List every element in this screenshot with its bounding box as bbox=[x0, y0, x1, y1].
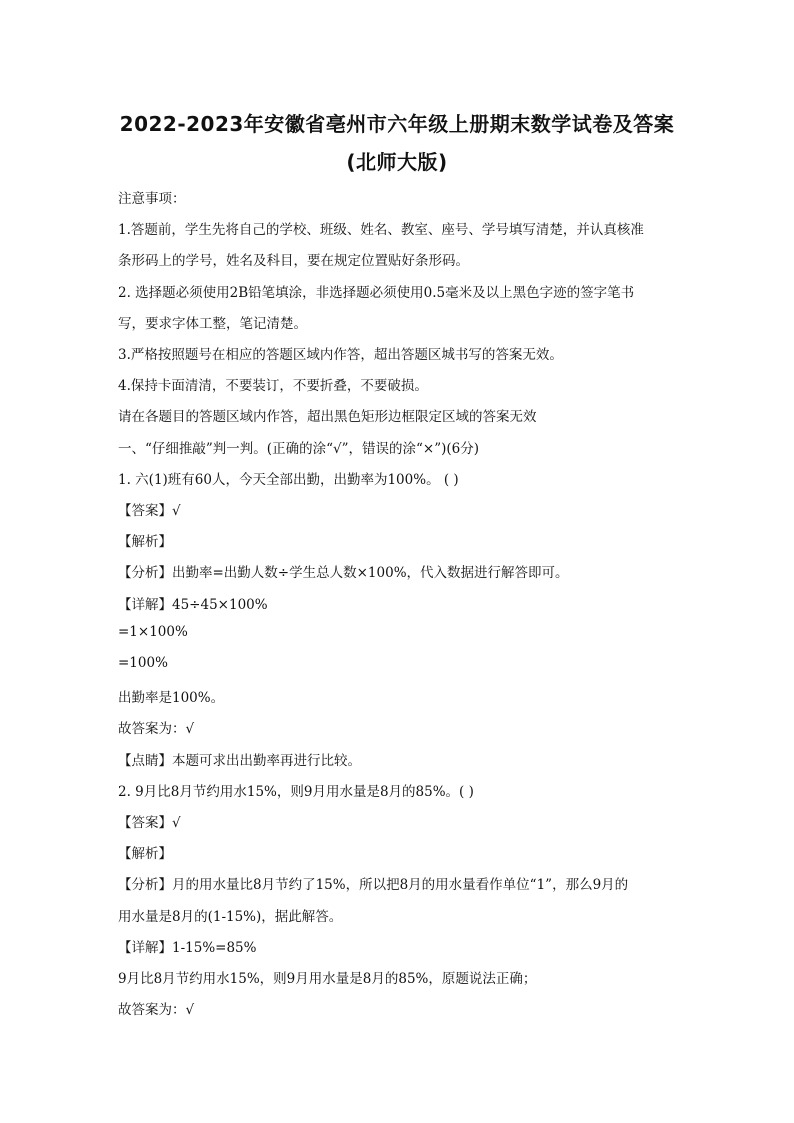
note-4: 4.保持卡面清清，不要装订，不要折叠，不要破损。 bbox=[118, 378, 428, 394]
note-2-line-1: 2. 选择题必须使用2B铅笔填涂，非选择题必须使用0.5毫米及以上黑色字迹的签字笔书 bbox=[118, 285, 635, 301]
question-1-final: 故答案为：√ bbox=[118, 721, 195, 737]
question-1-xiangjie: 【详解】45÷45×100% bbox=[118, 597, 268, 613]
note-1-line-2: 条形码上的学号，姓名及科目，要在规定位置贴好条形码。 bbox=[118, 253, 469, 269]
question-1: 1. 六(1)班有60人，今天全部出勤，出勤率为100%。 ( ) bbox=[118, 472, 459, 488]
question-2-fenxi-line-1: 【分析】月的用水量比8月节约了15%，所以把8月的用水量看作单位“1”，那么9月的 bbox=[118, 877, 629, 893]
question-1-answer: 【答案】√ bbox=[118, 503, 181, 519]
document-title: 2022-2023年安徽省亳州市六年级上册期末数学试卷及答案 bbox=[119, 112, 675, 136]
question-1-analysis-label: 【解析】 bbox=[118, 534, 172, 550]
question-2-answer: 【答案】√ bbox=[118, 815, 181, 831]
document-subtitle: (北师大版) bbox=[346, 150, 448, 174]
section-1-heading: 一、“仔细推敲”判一判。(正确的涂“√”，错误的涂“×”)(6分) bbox=[118, 441, 479, 457]
note-2-line-2: 写，要求字体工整，笔记清楚。 bbox=[118, 316, 307, 332]
notes-heading: 注意事项： bbox=[118, 191, 186, 207]
question-1-step-2: =100% bbox=[118, 655, 168, 671]
question-1-dianjing: 【点睛】本题可求出出勤率再进行比较。 bbox=[118, 753, 361, 769]
question-2-analysis-label: 【解析】 bbox=[118, 846, 172, 862]
question-1-fenxi: 【分析】出勤率=出勤人数÷学生总人数×100%，代入数据进行解答即可。 bbox=[118, 565, 569, 581]
question-2-fenxi-line-2: 用水量是8月的(1-15%)，据此解答。 bbox=[118, 909, 343, 925]
note-3: 3.严格按照题号在相应的答题区域内作答，超出答题区城书写的答案无效。 bbox=[118, 347, 563, 363]
note-1-line-1: 1.答题前，学生先将自己的学校、班级、姓名、教室、座号、学号填写清楚，并认真核准 bbox=[118, 222, 644, 238]
question-2-conclusion: 9月比8月节约用水15%，则9月用水量是8月的85%，原题说法正确； bbox=[118, 971, 537, 987]
question-1-conclusion: 出勤率是100%。 bbox=[118, 690, 225, 706]
note-5: 请在各题目的答题区域内作答，超出黑色矩形边框限定区域的答案无效 bbox=[118, 409, 537, 425]
question-1-step-1: =1×100% bbox=[118, 624, 188, 640]
question-2: 2. 9月比8月节约用水15%，则9月用水量是8月的85%。( ) bbox=[118, 784, 474, 800]
question-2-final: 故答案为：√ bbox=[118, 1002, 195, 1018]
question-2-xiangjie: 【详解】1-15%=85% bbox=[118, 940, 257, 956]
